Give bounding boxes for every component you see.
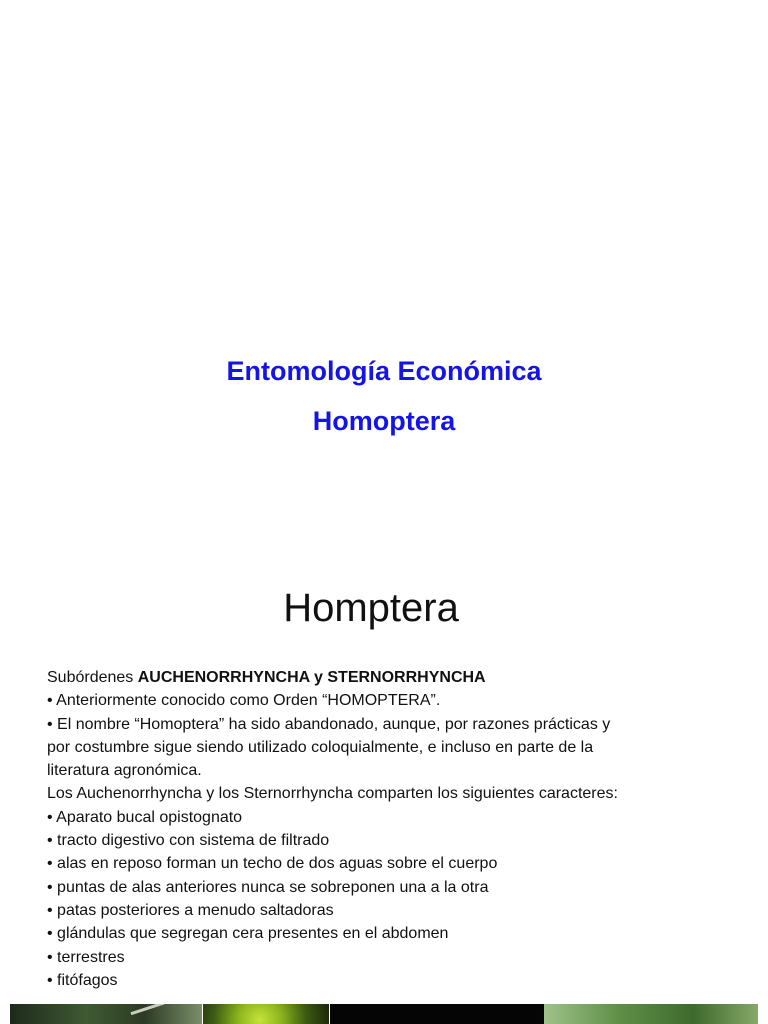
body-line: • patas posteriores a menudo saltadoras — [47, 901, 334, 919]
insect-photo-2 — [203, 1004, 329, 1024]
suborders-prefix: Subórdenes — [47, 669, 138, 686]
body-line: • Aparato bucal opistognato — [47, 808, 243, 826]
body-line: • terrestres — [47, 948, 125, 966]
body-line: Los Auchenorrhyncha y los Sternorrhyncha comparten los siguientes caracteres: — [47, 785, 618, 803]
body-line: • El nombre “Homoptera” ha sido abandonado, aunque, por razones prácticas y — [47, 715, 611, 733]
photo-strip — [0, 1004, 768, 1024]
course-title: Entomología Económica — [226, 356, 542, 386]
body-line: • alas en reposo forman un techo de dos aguas sobre el cuerpo — [47, 855, 498, 873]
body-line: • glándulas que segregan cera presentes en el abdomen — [47, 925, 449, 943]
slide-2-title: Homptera — [283, 586, 459, 630]
slide-2-body — [47, 666, 747, 992]
topic-title: Homoptera — [312, 406, 456, 436]
suborders-names: AUCHENORRHYNCHA y STERNORRHYNCHA — [137, 669, 486, 686]
body-line: • puntas de alas anteriores nunca se sobreponen una a la otra — [47, 878, 489, 896]
body-line: literatura agronómica. — [47, 762, 202, 780]
body-line: • Anteriormente conocido como Orden “HOMOPTERA”. — [47, 692, 441, 710]
insect-photo-1 — [10, 1004, 202, 1024]
body-line: • tracto digestivo con sistema de filtrado — [47, 832, 330, 850]
insect-photo-4 — [544, 1004, 758, 1024]
body-line: por costumbre sigue siendo utilizado coloquialmente, e incluso en parte de la — [47, 738, 594, 756]
insect-photo-3 — [330, 1004, 544, 1024]
slide-1-title — [0, 346, 768, 446]
body-line: • fitófagos — [47, 971, 118, 989]
suborders-line — [47, 666, 747, 689]
